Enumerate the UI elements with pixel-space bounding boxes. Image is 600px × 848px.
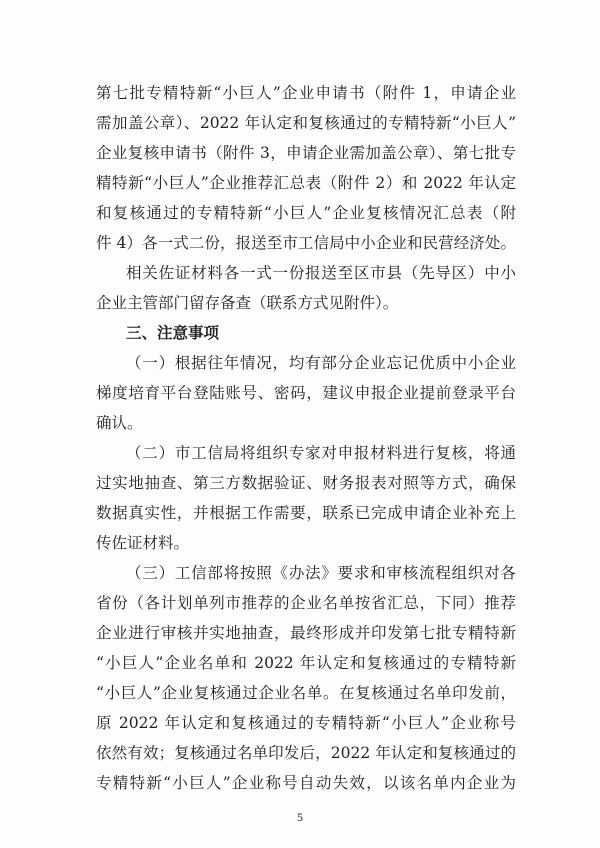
page-number: 5 <box>297 810 303 824</box>
paragraph-line: 依然有效；复核通过名单印发后，2022 年认定和复核通过的 <box>96 744 516 762</box>
paragraph-line: 梯度培育平台登陆账号、密码，建议申报企业提前登录平台 <box>96 384 516 402</box>
paragraph-line: 精特新“小巨人”企业推荐汇总表（附件 2）和 2022 年认定 <box>96 174 516 192</box>
paragraph-line: 专精特新“小巨人”企业称号自动失效，以该名单内企业为 <box>96 774 516 792</box>
paragraph-line: 企业复核申请书（附件 3，申请企业需加盖公章）、第七批专 <box>96 144 516 162</box>
paragraph-line: 过实地抽查、第三方数据验证、财务报表对照等方式，确保 <box>96 474 516 492</box>
paragraph-line: 第七批专精特新“小巨人”企业申请书（附件 1，申请企业 <box>96 84 516 102</box>
paragraph-line: 需加盖公章）、2022 年认定和复核通过的专精特新“小巨人” <box>96 114 516 132</box>
paragraph-line: （三）工信部将按照《办法》要求和审核流程组织对各 <box>126 564 516 582</box>
paragraph-line: 省份（各计划单列市推荐的企业名单按省汇总，下同）推荐 <box>96 594 516 612</box>
paragraph-line: （二）市工信局将组织专家对申报材料进行复核，将通 <box>126 444 516 462</box>
paragraph-line: “小巨人”企业名单和 2022 年认定和复核通过的专精特新 <box>96 654 516 672</box>
paragraph-line: 企业主管部门留存备查（联系方式见附件）。 <box>96 294 399 312</box>
section-heading: 三、注意事项 <box>126 324 220 342</box>
paragraph-line: 相关佐证材料各一式一份报送至区市县（先导区）中小 <box>126 264 516 282</box>
paragraph-line: 原 2022 年认定和复核通过的专精特新“小巨人”企业称号 <box>96 714 516 732</box>
paragraph-line: 和复核通过的专精特新“小巨人”企业复核情况汇总表（附 <box>96 204 516 222</box>
paragraph-line: （一）根据往年情况，均有部分企业忘记优质中小企业 <box>126 354 516 372</box>
paragraph-line: 企业进行审核并实地抽查，最终形成并印发第七批专精特新 <box>96 624 516 642</box>
paragraph-line: 件 4）各一式二份，报送至市工信局中小企业和民营经济处。 <box>96 234 516 252</box>
paragraph-line: “小巨人”企业复核通过企业名单。在复核通过名单印发前， <box>96 684 516 702</box>
paragraph-line: 确认。 <box>96 414 143 432</box>
paragraph-line: 传佐证材料。 <box>96 534 190 552</box>
paragraph-line: 数据真实性，并根据工作需要，联系已完成申请企业补充上 <box>96 504 516 522</box>
